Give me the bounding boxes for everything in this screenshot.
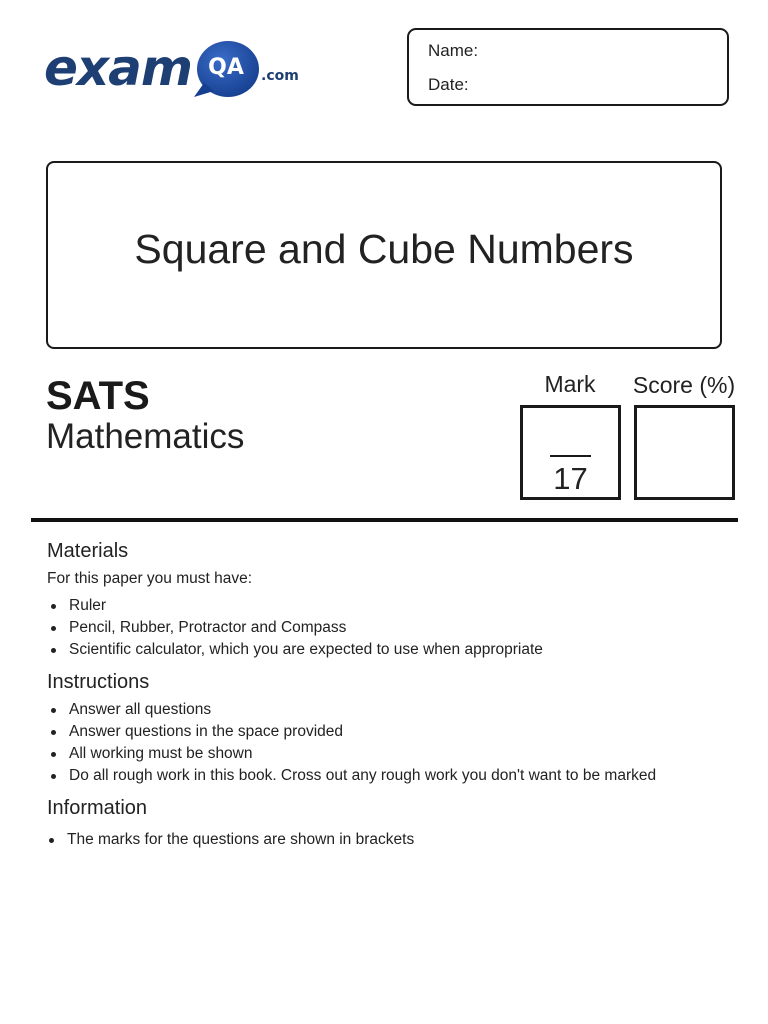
mark-box — [520, 405, 621, 500]
list-item: Scientific calculator, which you are expected to use when appropriate — [47, 639, 543, 661]
instructions-heading: Instructions — [47, 671, 150, 693]
list-item: Ruler — [47, 595, 543, 617]
mark-blank-line — [550, 455, 591, 457]
list-item: All working must be shown — [47, 743, 656, 765]
page-title: Square and Cube Numbers — [134, 226, 634, 272]
name-label: Name: — [428, 41, 479, 60]
name-date-box — [407, 28, 729, 106]
instructions-list — [47, 699, 656, 787]
date-label: Date: — [428, 75, 469, 94]
title-box — [46, 161, 722, 349]
list-item: Do all rough work in this book. Cross out any rough work you don't want to be marked — [47, 765, 656, 787]
exam-level: SATS — [46, 374, 150, 418]
logo-exam-text: exam — [44, 39, 193, 97]
score-label: Score (%) — [632, 372, 736, 398]
materials-intro: For this paper you must have: — [47, 570, 253, 587]
logo-suffix-text: .com — [261, 68, 299, 84]
list-item: Answer questions in the space provided — [47, 721, 656, 743]
subject-name: Mathematics — [46, 417, 245, 456]
information-list — [45, 829, 414, 851]
score-box — [634, 405, 735, 500]
list-item: The marks for the questions are shown in brackets — [45, 829, 414, 851]
logo-badge-text: QA — [208, 55, 244, 80]
examqa-logo — [44, 38, 304, 102]
list-item: Answer all questions — [47, 699, 656, 721]
information-heading: Information — [47, 797, 148, 819]
list-item: Pencil, Rubber, Protractor and Compass — [47, 617, 543, 639]
mark-label: Mark — [544, 371, 596, 397]
divider — [31, 518, 738, 522]
materials-heading: Materials — [47, 540, 129, 562]
materials-list — [47, 595, 543, 661]
mark-total: 17 — [553, 461, 588, 496]
